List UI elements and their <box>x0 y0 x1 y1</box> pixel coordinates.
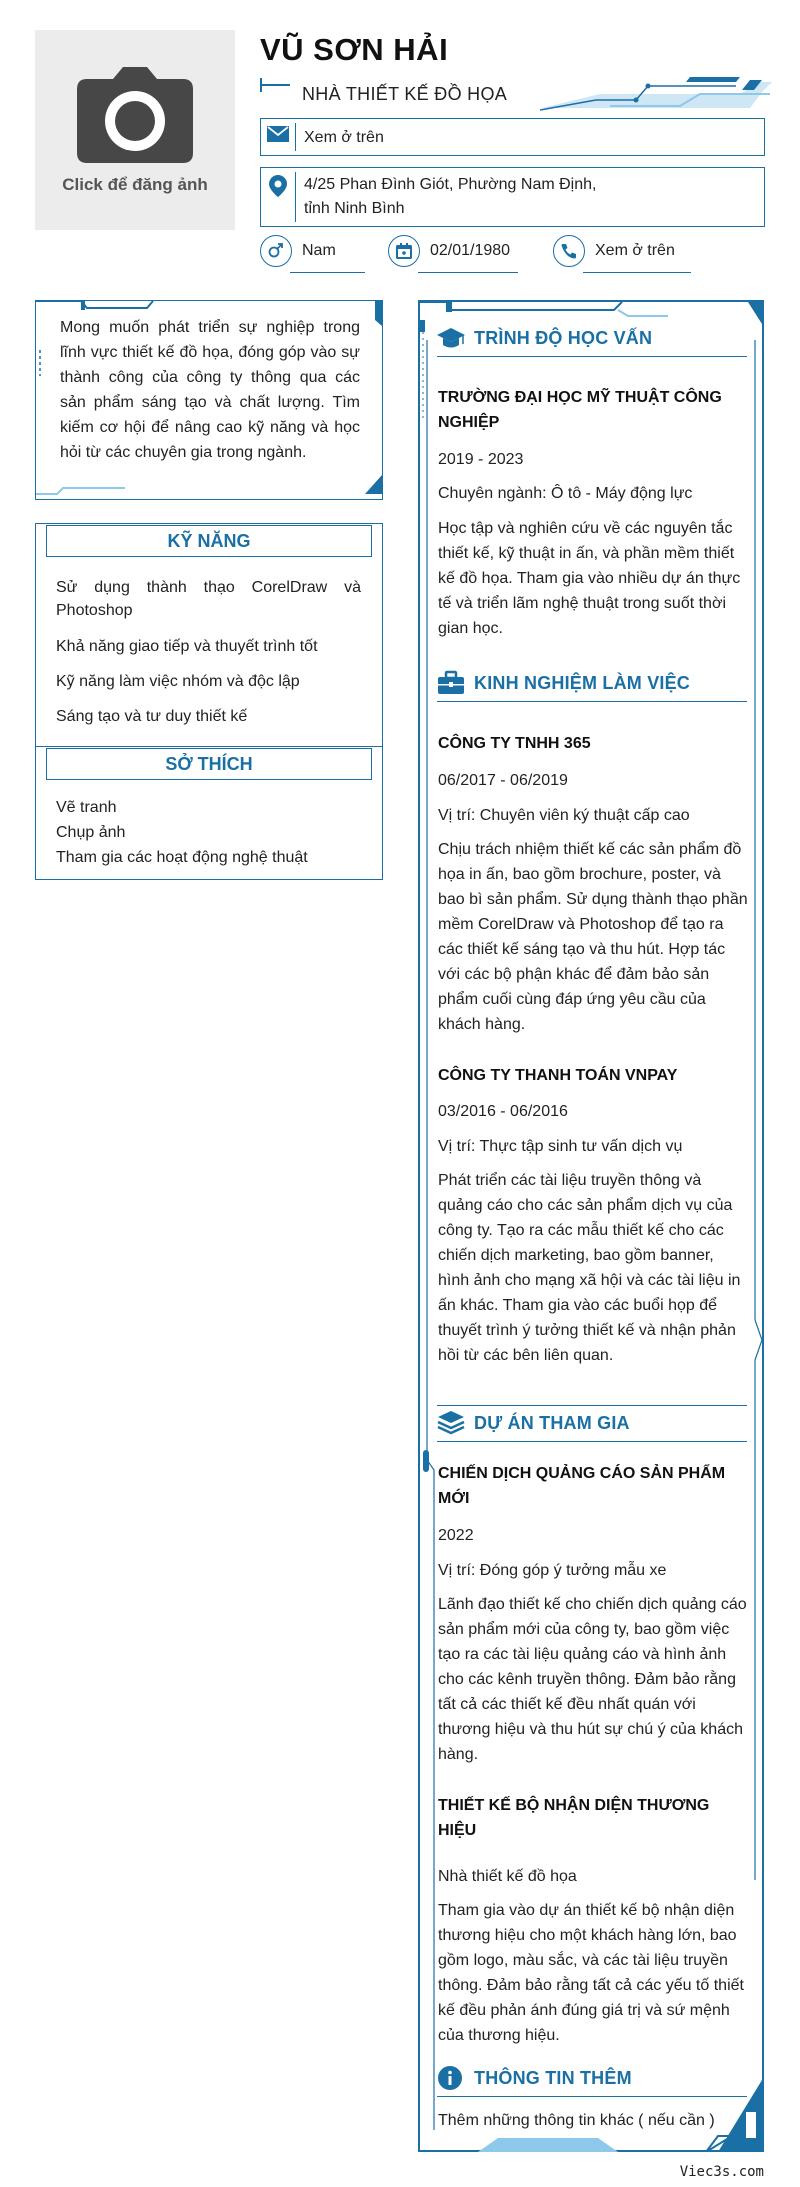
school-name: TRƯỜNG ĐẠI HỌC MỸ THUẬT CÔNG NGHIỆP <box>438 389 722 431</box>
graduation-cap-icon <box>437 325 465 351</box>
phone-icon <box>553 235 585 267</box>
project-role: Vị trí: Đóng góp ý tưởng mẫu xe <box>438 1562 667 1579</box>
gender-icon <box>260 235 292 267</box>
address-value <box>296 168 604 228</box>
divider <box>583 272 691 273</box>
skill-item: Kỹ năng làm việc nhóm và độc lập <box>56 673 300 690</box>
site-watermark: Viec3s.com <box>679 2164 764 2180</box>
briefcase-icon <box>437 670 465 696</box>
job-period: 03/2016 - 06/2016 <box>438 1103 568 1120</box>
education-period: 2019 - 2023 <box>438 451 524 468</box>
birthday-value: 02/01/1980 <box>430 242 511 259</box>
job-period: 06/2017 - 06/2019 <box>438 772 568 789</box>
phone-field[interactable] <box>553 235 675 267</box>
divider <box>437 701 747 702</box>
project-description: Lãnh đạo thiết kế cho chiến dịch quảng cáo sản phẩm mới của công ty, bao gồm việc tạo ra các tài liệu quảng cáo và hình ảnh cho các kênh truyền thông. Đảm bảo rằng tất cả các thiết kế đều nhất quán với thương hiệu và thu hút sự chú ý của khách hàng. <box>438 1596 747 1763</box>
company-name: CÔNG TY THANH TOÁN VNPAY <box>438 1067 678 1084</box>
layers-icon <box>437 1410 465 1436</box>
project-name: CHIẾN DỊCH QUẢNG CÁO SẢN PHẨM MỚI <box>438 1465 726 1507</box>
job-title: NHÀ THIẾT KẾ ĐỒ HỌA <box>302 84 508 104</box>
education-major: Chuyên ngành: Ô tô - Máy động lực <box>438 485 693 502</box>
section-projects-header <box>437 1406 747 1442</box>
skill-item: Sử dụng thành thạo CorelDraw và Photoshop <box>56 579 361 619</box>
project-period: 2022 <box>438 1527 474 1544</box>
envelope-icon <box>261 119 295 142</box>
divider <box>36 746 382 747</box>
career-objective <box>35 300 383 500</box>
section-experience-header <box>437 666 747 702</box>
divider <box>290 272 365 273</box>
info-icon <box>437 2065 465 2091</box>
divider <box>437 1441 747 1442</box>
divider <box>418 272 518 273</box>
birthday-field[interactable] <box>388 235 510 267</box>
calendar-icon <box>388 235 420 267</box>
skill-item: Sáng tạo và tư duy thiết kế <box>56 708 248 725</box>
email-field[interactable] <box>260 118 765 156</box>
gender-field[interactable] <box>260 235 336 267</box>
title-marker <box>260 84 290 86</box>
project-name: THIẾT KẾ BỘ NHẬN DIỆN THƯƠNG HIỆU <box>438 1797 710 1839</box>
section-education-title: TRÌNH ĐỘ HỌC VẤN <box>474 328 653 348</box>
header-decoration <box>540 72 772 114</box>
hobby-item: Chụp ảnh <box>56 824 126 841</box>
skill-item: Khả năng giao tiếp và thuyết trình tốt <box>56 638 318 655</box>
skills-title: KỸ NĂNG <box>46 525 372 557</box>
divider <box>437 356 747 357</box>
avatar-caption: Click để đăng ảnh <box>62 175 208 194</box>
education-description: Học tập và nghiên cứu về các nguyên tắc thiết kế, kỹ thuật in ấn, và phần mềm thiết kế đồ họa. Tham gia vào nhiều dự án thực tế và triển lãm nghệ thuật trong suốt thời gian học. <box>438 520 741 637</box>
hobby-item: Tham gia các hoạt động nghệ thuật <box>56 849 308 866</box>
section-additional-header <box>437 2061 747 2097</box>
objective-text: Mong muốn phát triển sự nghiệp trong lĩnh vực thiết kế đồ họa, đóng góp vào sự thành công của công ty thông qua các sản phẩm sáng tạo và chất lượng. Tìm kiếm cơ hội để nâng cao kỹ năng và học hỏi từ các chuyên gia trong ngành. <box>60 319 360 461</box>
skills-hobbies-panel <box>35 523 383 880</box>
job-description: Phát triển các tài liệu truyền thông và quảng cáo cho các sản phẩm dịch vụ của công ty. Tạo ra các mẫu thiết kế cho các chiến dịch marketing, bao gồm banner, hình ảnh cho mạng xã hội và các tài liệu in ấn khác. Tham gia vào các buổi họp để thuyết trình ý tưởng thiết kế và nhận phản hồi từ các bên liên quan. <box>438 1172 741 1364</box>
address-field[interactable] <box>260 167 765 227</box>
avatar-upload[interactable] <box>35 30 235 230</box>
location-pin-icon <box>261 168 295 199</box>
job-description: Chịu trách nhiệm thiết kế các sản phẩm đồ họa in ấn, bao gồm brochure, poster, và bao bì sản phẩm. Sử dụng thành thạo phần mềm CorelDraw và Photoshop để tạo ra các thiết kế sáng tạo và thu hút. Hợp tác với các bộ phận khác để đảm bảo sản phẩm cuối cùng đáp ứng yêu cầu của khách hàng. <box>438 841 748 1033</box>
candidate-name: VŨ SƠN HẢI <box>260 32 449 67</box>
camera-icon <box>75 65 195 165</box>
section-additional-title: THÔNG TIN THÊM <box>474 2068 632 2088</box>
gender-value: Nam <box>302 242 336 259</box>
project-role: Nhà thiết kế đồ họa <box>438 1868 577 1885</box>
company-name: CÔNG TY TNHH 365 <box>438 735 591 752</box>
job-position: Vị trí: Chuyên viên ký thuật cấp cao <box>438 807 690 824</box>
additional-text: Thêm những thông tin khác ( nếu cần ) <box>438 2112 715 2129</box>
section-experience-title: KINH NGHIỆM LÀM VIỆC <box>474 673 691 693</box>
job-position: Vị trí: Thực tập sinh tư vấn dịch vụ <box>438 1138 683 1155</box>
hobby-item: Vẽ tranh <box>56 799 117 816</box>
address-line-2: tỉnh Ninh Bình <box>304 200 405 217</box>
section-projects-title: DỰ ÁN THAM GIA <box>474 1413 630 1433</box>
email-value: Xem ở trên <box>304 129 384 146</box>
section-education-header <box>437 321 747 357</box>
divider <box>437 2096 747 2097</box>
project-description: Tham gia vào dự án thiết kế bộ nhận diện thương hiệu cho một khách hàng lớn, bao gồm logo, màu sắc, và các tài liệu truyền thông. Đảm bảo rằng tất cả các yếu tố thiết kế đều phản ánh đúng giá trị và sứ mệnh của thương hiệu. <box>438 1902 744 2044</box>
phone-value: Xem ở trên <box>595 242 675 259</box>
address-line-1: 4/25 Phan Đình Giót, Phường Nam Định, <box>304 176 597 193</box>
hobbies-title: SỞ THÍCH <box>46 748 372 780</box>
